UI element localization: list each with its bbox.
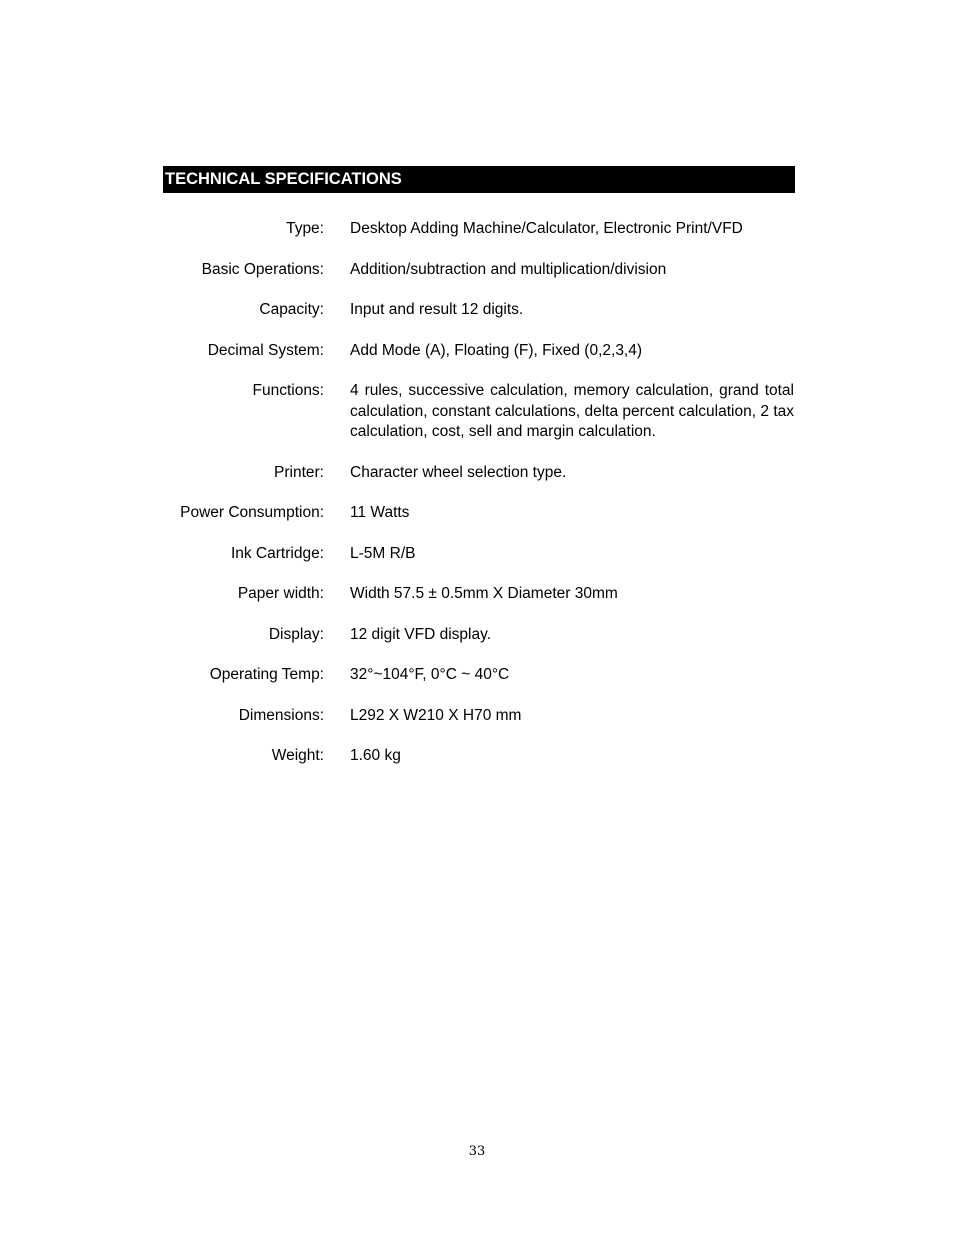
spec-label: Decimal System: — [207, 341, 324, 359]
spec-list — [163, 219, 795, 787]
spec-row-operating-temp — [163, 665, 795, 686]
spec-value: 1.60 kg — [350, 747, 401, 764]
spec-label: Paper width: — [237, 585, 324, 602]
spec-value: 12 digit VFD display. — [350, 625, 491, 643]
spec-row-decimal-system — [163, 341, 795, 362]
spec-label: Power Consumption: — [180, 504, 324, 521]
spec-label: Weight: — [271, 747, 324, 764]
spec-row-weight — [163, 746, 795, 767]
spec-value: 4 rules, successive calculation, memory calculation, grand total calculation, constant calculations, delta percent calculation, 2 tax calculation, cost, sell and margin calculation. — [350, 382, 794, 440]
spec-row-power-consumption — [163, 503, 795, 524]
spec-row-ink-cartridge — [163, 544, 795, 565]
spec-value: Input and result 12 digits. — [350, 301, 524, 318]
spec-row-type — [163, 219, 795, 240]
spec-row-display — [163, 625, 795, 646]
spec-label: Functions: — [252, 382, 324, 399]
spec-value: Addition/subtraction and multiplication/division — [350, 260, 667, 278]
spec-label: Display: — [268, 625, 324, 643]
spec-label: Ink Cartridge: — [230, 544, 324, 562]
spec-row-printer — [163, 463, 795, 484]
spec-label: Basic Operations: — [201, 260, 324, 278]
spec-value: Add Mode (A), Floating (F), Fixed (0,2,3,4) — [350, 341, 643, 359]
spec-label: Dimensions: — [238, 706, 324, 724]
spec-value: Width 57.5 ± 0.5mm X Diameter 30mm — [350, 585, 618, 602]
spec-row-basic-operations — [163, 260, 795, 281]
spec-row-paper-width — [163, 584, 795, 605]
spec-value: Desktop Adding Machine/Calculator, Electronic Print/VFD — [350, 220, 743, 237]
spec-label: Type: — [286, 220, 324, 237]
section-title: TECHNICAL SPECIFICATIONS — [163, 166, 795, 193]
spec-row-capacity — [163, 300, 795, 321]
spec-label: Operating Temp: — [209, 666, 324, 683]
spec-row-functions — [163, 381, 795, 443]
spec-value: 32°~104°F, 0°C ~ 40°C — [350, 666, 510, 683]
spec-value: L-5M R/B — [350, 544, 416, 562]
spec-row-dimensions — [163, 706, 795, 727]
spec-value: 11 Watts — [350, 504, 410, 521]
spec-value: Character wheel selection type. — [350, 463, 567, 481]
spec-label: Capacity: — [259, 301, 324, 318]
page-number: 33 — [468, 1144, 486, 1159]
spec-value: L292 X W210 X H70 mm — [350, 706, 522, 724]
spec-label: Printer: — [274, 463, 324, 481]
